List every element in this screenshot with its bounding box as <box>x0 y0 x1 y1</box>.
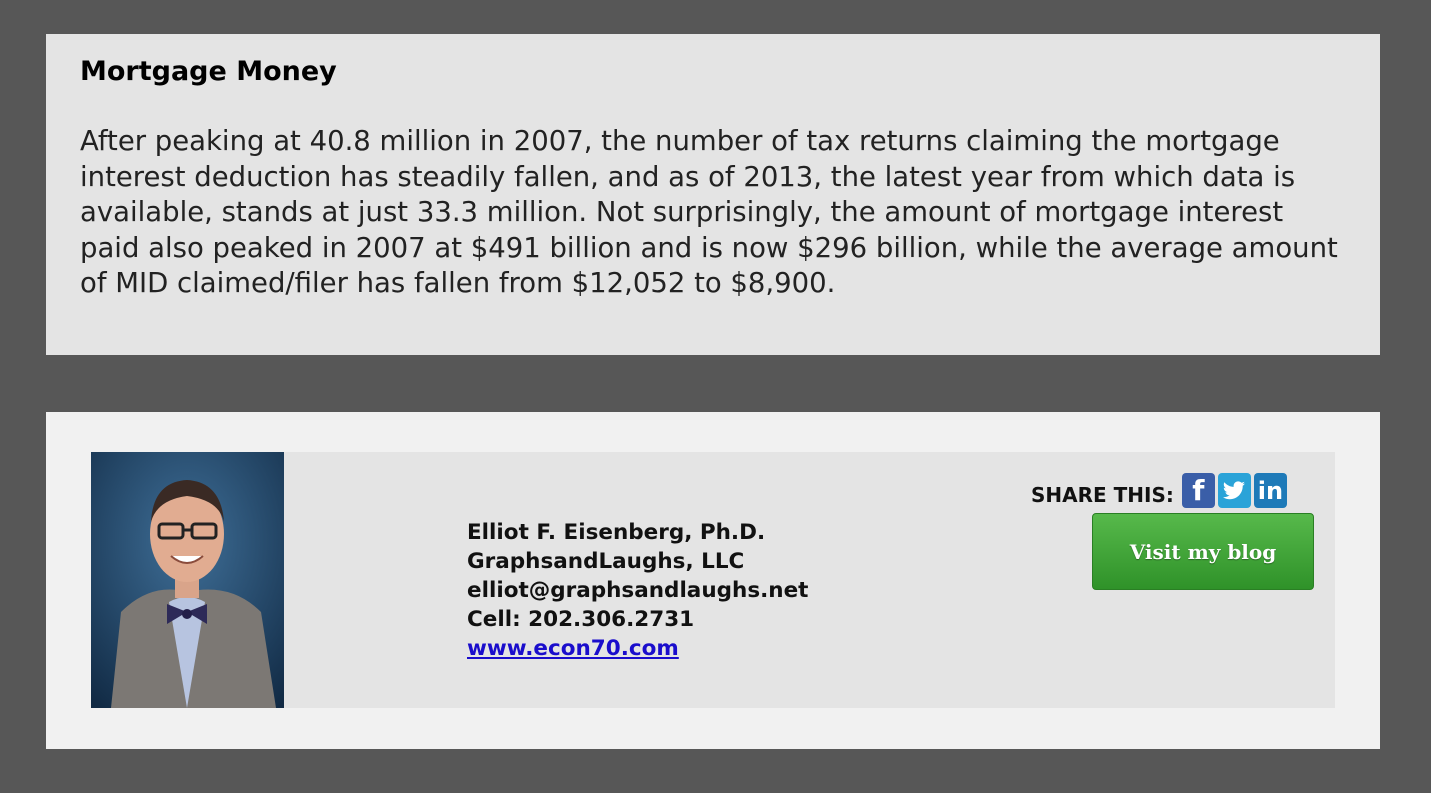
author-name: Elliot F. Eisenberg, Ph.D. <box>467 520 766 545</box>
article-title: Mortgage Money <box>80 56 337 87</box>
linkedin-icon[interactable]: in <box>1254 473 1287 508</box>
author-portrait <box>91 452 284 708</box>
twitter-bird-icon <box>1222 481 1246 501</box>
article-body: After peaking at 40.8 million in 2007, the number of tax returns claiming the mortgage interest deduction has steadily fallen, and as of 2013, the latest year from which data is available, stands at just 33.3 million. Not surprisingly, the amount of mortgage interest paid also peaked in 2007 at $491 billion and is now $296 billion, while the average amount of MID claimed/filer has fallen from $12,052 to $8,900. <box>80 125 1338 299</box>
visit-blog-button[interactable]: Visit my blog <box>1092 513 1314 590</box>
cell-phone: Cell: 202.306.2731 <box>467 607 695 632</box>
share-bar <box>1031 470 1287 508</box>
email-address: elliot@graphsandlaughs.net <box>467 578 809 603</box>
company-name: GraphsandLaughs, LLC <box>467 549 745 574</box>
facebook-icon[interactable]: f <box>1182 473 1215 508</box>
author-portrait-image <box>91 452 284 708</box>
contact-block <box>467 518 808 663</box>
twitter-icon[interactable] <box>1218 473 1251 508</box>
share-label: SHARE THIS: <box>1031 483 1174 507</box>
article-card <box>46 34 1380 355</box>
signature-panel <box>91 452 1335 708</box>
website-link[interactable]: www.econ70.com <box>467 636 679 661</box>
signature-card <box>46 412 1380 749</box>
